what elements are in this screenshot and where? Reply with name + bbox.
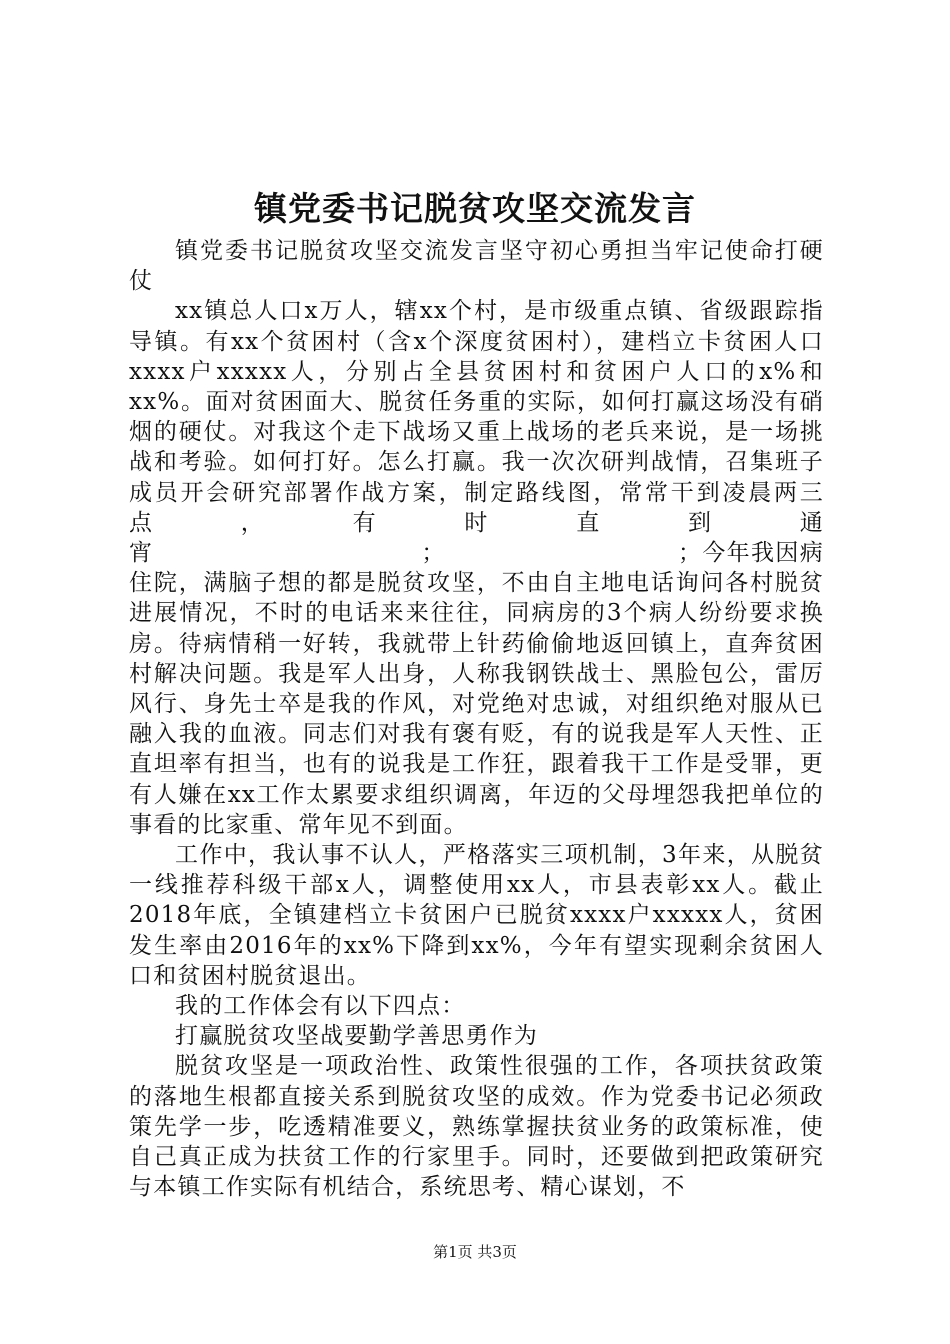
paragraph-experience-intro: 我的工作体会有以下四点： xyxy=(175,993,466,1020)
paragraph-policy: 脱贫攻坚是一项政治性、政策性很强的工作，各项扶贫政策的落地生根都直接关系到脱贫攻坚的成效。作为党委书记必须政策先学一步，吃透精准要义，熟练掌握扶贫业务的政策标准，使自己真正成为扶贫工作的行家里手。同时，还要做到把政策研究与本镇工作实际有机结合，系统思考、精心谋划，不 xyxy=(129,1053,824,1201)
paragraph-heading-one: 打赢脱贫攻坚战要勤学善思勇作为 xyxy=(175,1023,538,1050)
paragraph-subtitle: 镇党委书记脱贫攻坚交流发言坚守初心勇担当牢记使命打硬仗 xyxy=(129,238,824,295)
document-title: 镇党委书记脱贫攻坚交流发言 xyxy=(254,189,696,228)
document-body xyxy=(129,236,824,1203)
page-number-footer: 第1页 共3页 xyxy=(433,1243,517,1261)
paragraph-overview: xx镇总人口x万人，辖xx个村，是市级重点镇、省级跟踪指导镇。有xx个贫困村（含x个深度贫困村），建档立卡贫困人口xxxx户xxxxx人，分别占全县贫困村和贫困户人口的x%和xx%。面对贫困面大、脱贫任务重的实际，如何打赢这场没有硝烟的硬仗。对我这个走下战场又重上战场的老兵来说，是一场挑战和考验。如何打好。怎么打赢。我一次次研判战情，召集班子成员开会研究部署作战方案，制定路线图，常常干到凌晨两三点，有时直到通宵 ； ；今年我因病住院，满脑子想的都是脱贫攻坚，不由自主地电话询问各村脱贫进展情况，不时的电话来来往往，同病房的3个病人纷纷要求换房。待病情稍一好转，我就带上针药偷偷地返回镇上，直奔贫困村解决问题。我是军人出身，人称我钢铁战士、黑脸包公，雷厉风行、身先士卒是我的作风，对党绝对忠诚，对组织绝对服从已融入我的血液。同志们对我有褒有贬，有的说我是军人天性、正直坦率有担当，也有的说我是工作狂，跟着我干工作是受罪，更有人嫌在xx工作太累要求组织调离，年迈的父母埋怨我把单位的事看的比家重、常年见不到面。 xyxy=(129,298,824,838)
paragraph-achievements: 工作中，我认事不认人，严格落实三项机制，3年来，从脱贫一线推荐科级干部x人，调整使用xx人，市县表彰xx人。截止2018年底，全镇建档立卡贫困户已脱贫xxxx户xxxxx人，贫困发生率由2016年的xx%下降到xx%，今年有望实现剩余贫困人口和贫困村脱贫退出。 xyxy=(129,842,824,989)
